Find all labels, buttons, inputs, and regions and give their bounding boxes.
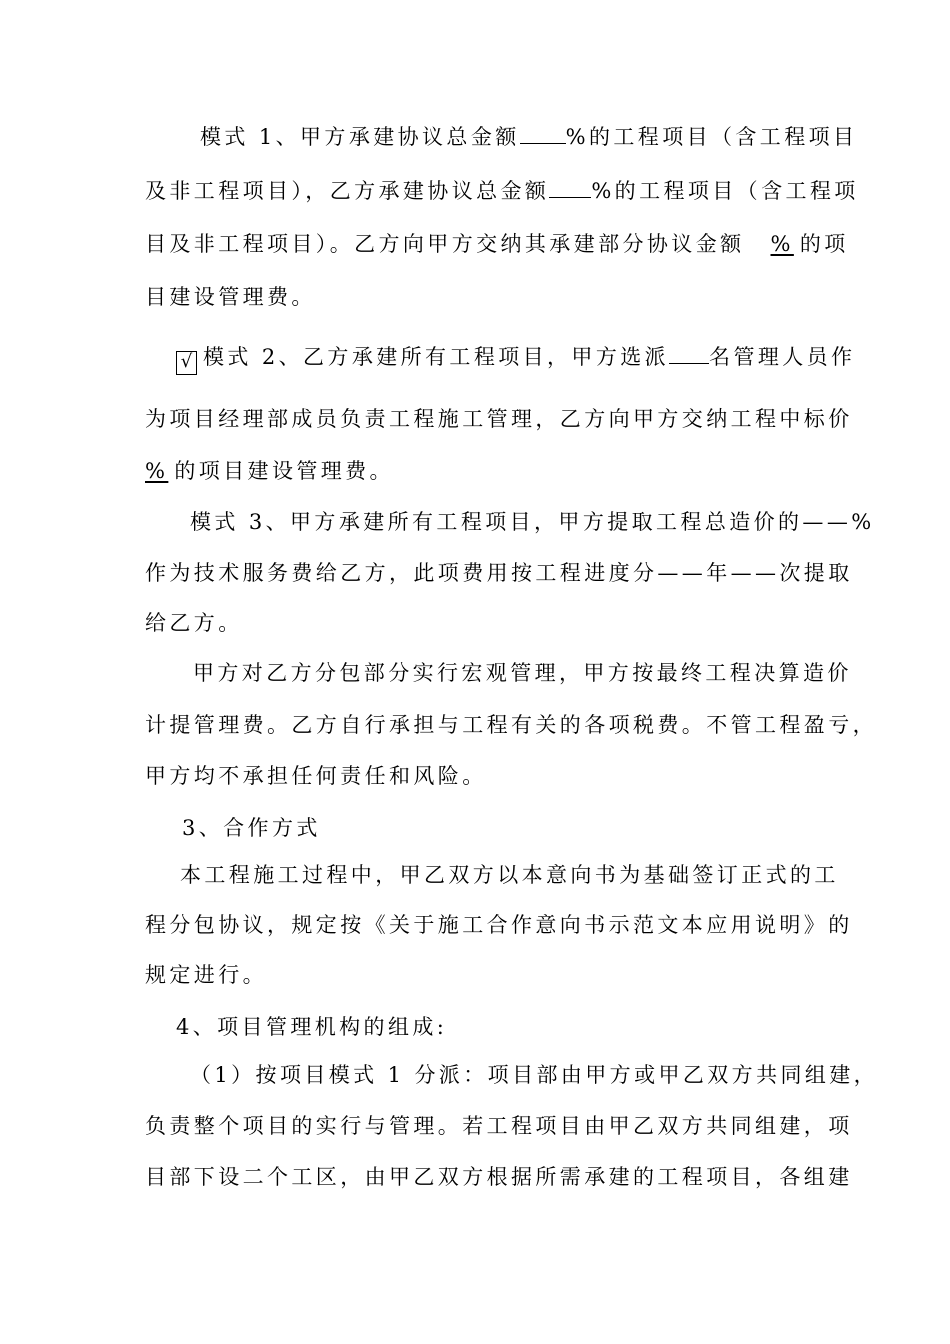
section4-text: （1）按项目模式 1 分派：项目部由甲方或甲乙双方共同组建， <box>190 1063 879 1087</box>
section3-text: 程分包协议，规定按《关于施工合作意向书示范文本应用说明》的 <box>145 913 853 937</box>
mode3-line-1 <box>190 508 875 536</box>
mode2-text: 的项目建设管理费。 <box>174 459 394 483</box>
section-heading: 3、合作方式 <box>182 816 321 840</box>
macro-text: 计提管理费。乙方自行承担与工程有关的各项税费。不管工程盈亏， <box>145 713 877 737</box>
mode3-text: 作为技术服务费给乙方，此项费用按工程进度分——年——次提取 <box>145 561 853 585</box>
mode1-text: 的项 <box>799 232 849 256</box>
mode1-text: %的工程项目（含工程项 <box>591 179 859 203</box>
section4-text: 目部下设二个工区，由甲乙双方根据所需承建的工程项目，各组建 <box>145 1165 853 1189</box>
fill-blank <box>520 123 566 144</box>
section3-text: 规定进行。 <box>145 963 267 987</box>
mode2-line-2 <box>145 405 853 433</box>
macro-text: 甲方对乙方分包部分实行宏观管理，甲方按最终工程决算造价 <box>193 661 852 685</box>
section-3-heading <box>182 814 321 842</box>
section3-line-3 <box>145 961 267 989</box>
mode2-line-1 <box>176 343 855 375</box>
section4-text: 负责整个项目的实行与管理。若工程项目由甲乙双方共同组建，项 <box>145 1114 853 1138</box>
mode3-line-2 <box>145 559 853 587</box>
section3-line-2 <box>145 911 853 939</box>
mode1-text: 目建设管理费。 <box>145 285 316 309</box>
mode1-text: 及非工程项目），乙方承建协议总金额 <box>145 179 550 203</box>
section-heading: 4、项目管理机构的组成: <box>176 1015 448 1039</box>
section4-line-2 <box>145 1112 853 1140</box>
mode1-text: 目及非工程项目）。乙方向甲方交纳其承建部分协议金额 <box>145 232 745 256</box>
percent-blank: % <box>770 232 794 256</box>
mode1-line-2 <box>145 177 859 205</box>
mode2-line-3 <box>145 457 394 485</box>
section3-line-1 <box>180 861 839 889</box>
percent-blank: % <box>145 459 169 483</box>
mode1-line-1 <box>200 123 857 151</box>
checkbox-checked: √ <box>176 351 197 375</box>
macro-line-3 <box>145 762 487 790</box>
section3-text: 本工程施工过程中，甲乙双方以本意向书为基础签订正式的工 <box>180 863 839 887</box>
mode1-line-4 <box>145 283 316 311</box>
mode2-text: 模式 2、乙方承建所有工程项目，甲方选派 <box>203 345 670 369</box>
fill-blank <box>549 177 591 198</box>
macro-text: 甲方均不承担任何责任和风险。 <box>145 764 487 788</box>
mode3-text: 给乙方。 <box>145 611 243 635</box>
fill-blank <box>669 343 709 364</box>
mode1-line-3 <box>145 230 849 258</box>
mode1-text: 模式 1、甲方承建协议总金额 <box>200 125 520 149</box>
mode2-text: 为项目经理部成员负责工程施工管理，乙方向甲方交纳工程中标价 <box>145 407 853 431</box>
mode2-text: 名管理人员作 <box>709 345 856 369</box>
mode3-text: 模式 3、甲方承建所有工程项目，甲方提取工程总造价的——% <box>190 510 875 534</box>
mode3-line-3 <box>145 609 243 637</box>
section-4-heading <box>176 1013 447 1041</box>
macro-line-2 <box>145 711 877 739</box>
mode1-text: %的工程项目（含工程项目 <box>565 125 858 149</box>
macro-line-1 <box>193 659 852 687</box>
section4-line-1 <box>190 1061 878 1089</box>
section4-line-3 <box>145 1163 853 1191</box>
